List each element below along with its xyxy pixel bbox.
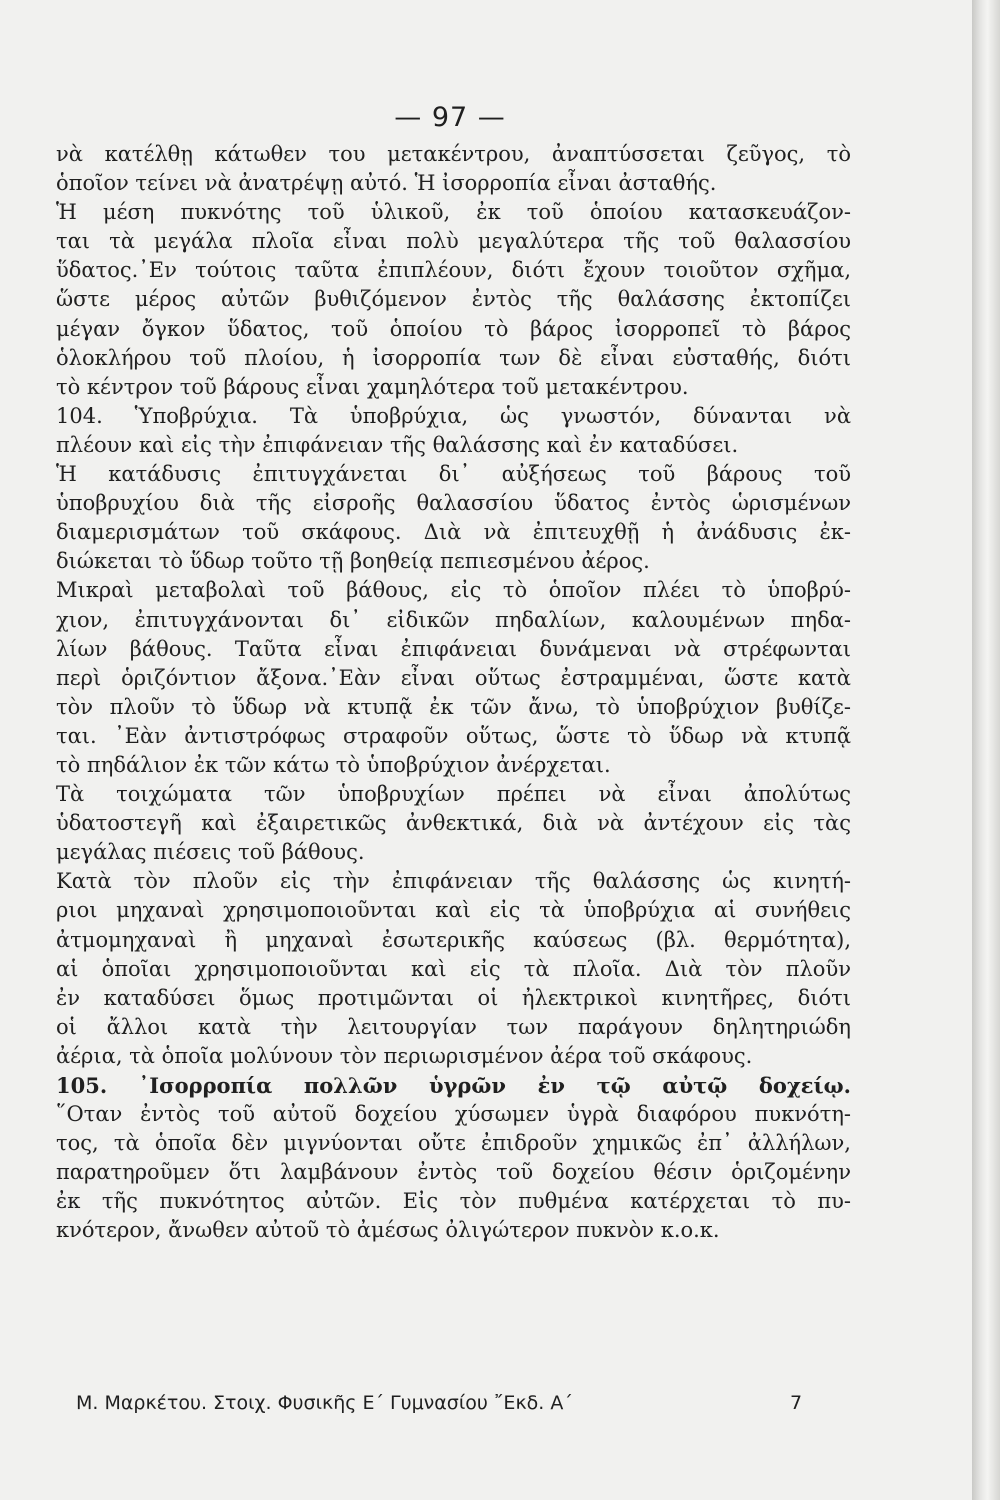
- text-line: μέγαν ὄγκον ὕδατος, τοῦ ὁποίου τὸ βάρος ἰσορροπεῖ τὸ βάρος: [56, 316, 851, 341]
- text-line: λίων βάθους. Ταῦτα εἶναι ἐπιφάνειαι δυνάμεναι νὰ στρέφωνται: [56, 636, 851, 661]
- text-line: ἐκ τῆς πυκνότητος αὐτῶν. Εἰς τὸν πυθμένα κατέρχεται τὸ πυ-: [56, 1189, 851, 1214]
- page-number: — 97 —: [394, 102, 506, 133]
- page-edge: [972, 0, 1000, 1500]
- text-line: τὸ πηδάλιον ἐκ τῶν κάτω τὸ ὑποβρύχιον ἀνέρχεται.: [56, 752, 611, 777]
- text-line: οἱ ἄλλοι κατὰ τὴν λειτουργίαν των παράγουν δηλητηριώδη: [56, 1014, 851, 1039]
- text-line: Ἡ κατάδυσις ἐπιτυγχάνεται δι᾽ αὐξήσεως τοῦ βάρους τοῦ: [56, 462, 851, 487]
- text-line: ἐν καταδύσει ὅμως προτιμῶνται οἱ ἠλεκτρικοὶ κινητῆρες, διότι: [56, 985, 851, 1010]
- text-line: Κατὰ τὸν πλοῦν εἰς τὴν ἐπιφάνειαν τῆς θαλάσσης ὡς κινητή-: [56, 869, 851, 894]
- text-line: ριοι μηχαναὶ χρησιμοποιοῦνται καὶ εἰς τὰ ὑποβρύχια αἱ συνήθεις: [56, 898, 851, 923]
- text-line: ἀέρια, τὰ ὁποῖα μολύνουν τὸν περιωρισμένον ἀέρα τοῦ σκάφους.: [56, 1043, 753, 1068]
- text-line: Τὰ τοιχώματα τῶν ὑποβρυχίων πρέπει νὰ εἶναι ἀπολύτως: [56, 782, 851, 807]
- text-line: ὑδατοστεγῆ καὶ ἐξαιρετικῶς ἀνθεκτικά, διὰ νὰ ἀντέχουν εἰς τὰς: [56, 811, 851, 836]
- text-line: ὥστε μέρος αὐτῶν βυθιζόμενον ἐντὸς τῆς θαλάσσης ἐκτοπίζει: [56, 287, 851, 312]
- text-line: ται τὰ μεγάλα πλοῖα εἶναι πολὺ μεγαλύτερα τῆς τοῦ θαλασσίου: [56, 229, 851, 254]
- text-line: ῞Οταν ἐντὸς τοῦ αὐτοῦ δοχείου χύσωμεν ὑγρὰ διαφόρου πυκνότη-: [56, 1102, 851, 1127]
- text-line: μεγάλας πιέσεις τοῦ βάθους.: [56, 840, 365, 865]
- text-line: τὸν πλοῦν τὸ ὕδωρ νὰ κτυπᾷ ἐκ τῶν ἄνω, τὸ ὑποβρύχιον βυθίζε-: [56, 694, 851, 719]
- text-line: διώκεται τὸ ὕδωρ τοῦτο τῇ βοηθείᾳ πεπιεσμένου ἀέρος.: [56, 549, 650, 574]
- text-line: παρατηροῦμεν ὅτι λαμβάνουν ἐντὸς τοῦ δοχείου θέσιν ὁριζομένην: [56, 1160, 851, 1185]
- text-line: 105. ᾽Ισορροπία πολλῶν ὑγρῶν ἐν τῷ αὐτῷ δοχείῳ.: [56, 1073, 851, 1098]
- text-line: ὕδατος.᾽Εν τούτοις ταῦτα ἐπιπλέουν, διότι ἔχουν τοιοῦτον σχῆμα,: [56, 258, 851, 283]
- text-line: διαμερισμάτων τοῦ σκάφους. Διὰ νὰ ἐπιτευχθῇ ἡ ἀνάδυσις ἐκ-: [56, 520, 851, 545]
- text-line: ται. ᾽Εὰν ἀντιστρόφως στραφοῦν οὕτως, ὥστε τὸ ὕδωρ νὰ κτυπᾷ: [56, 723, 851, 748]
- page-footer: [76, 1392, 806, 1414]
- text-line: ἀτμομηχαναὶ ἢ μηχαναὶ ἐσωτερικῆς καύσεως (βλ. θερμότητα),: [56, 927, 851, 952]
- footer-citation: Μ. Μαρκέτου. Στοιχ. Φυσικῆς Ε΄ Γυμνασίου ῎Εκδ. Α΄: [76, 1392, 573, 1414]
- text-line: πλέουν καὶ εἰς τὴν ἐπιφάνειαν τῆς θαλάσσης καὶ ἐν καταδύσει.: [56, 432, 739, 457]
- text-line: τὸ κέντρον τοῦ βάρους εἶναι χαμηλότερα τοῦ μετακέντρου.: [56, 374, 689, 399]
- text-line: κνότερον, ἄνωθεν αὐτοῦ τὸ ἀμέσως ὀλιγώτερον πυκνὸν κ.ο.κ.: [56, 1218, 720, 1243]
- text-line: περὶ ὁριζόντιον ἄξονα.᾽Εὰν εἶναι οὕτως ἐστραμμέναι, ὥστε κατὰ: [56, 665, 851, 690]
- text-line: χιον, ἐπιτυγχάνονται δι᾽ εἰδικῶν πηδαλίων, καλουμένων πηδα-: [56, 607, 851, 632]
- text-line: ὑποβρυχίου διὰ τῆς εἰσροῆς θαλασσίου ὕδατος ἐντὸς ὡρισμένων: [56, 491, 851, 516]
- text-line: 104. Ὑποβρύχια. Τὰ ὑποβρύχια, ὡς γνωστόν, δύνανται νὰ: [56, 403, 851, 428]
- text-line: νὰ κατέλθῃ κάτωθεν του μετακέντρου, ἀναπτύσσεται ζεῦγος, τὸ: [56, 142, 851, 166]
- body-text: [56, 140, 851, 1246]
- text-line: Ἡ μέση πυκνότης τοῦ ὑλικοῦ, ἐκ τοῦ ὁποίου κατασκευάζον-: [56, 200, 851, 225]
- text-line: αἱ ὁποῖαι χρησιμοποιοῦνται καὶ εἰς τὰ πλοῖα. Διὰ τὸν πλοῦν: [56, 956, 851, 981]
- text-line: Μικραὶ μεταβολαὶ τοῦ βάθους, εἰς τὸ ὁποῖον πλέει τὸ ὑποβρύ-: [56, 578, 851, 603]
- text-line: ὁποῖον τείνει νὰ ἀνατρέψῃ αὐτό. Ἡ ἰσορροπία εἶναι ἀσταθής.: [56, 171, 717, 196]
- text-line: τος, τὰ ὁποῖα δὲν μιγνύονται οὔτε ἐπιδροῦν χημικῶς ἐπ᾽ ἀλλήλων,: [56, 1131, 851, 1156]
- text-line: ὁλοκλήρου τοῦ πλοίου, ἡ ἰσορροπία των δὲ εἶναι εὐσταθής, διότι: [56, 345, 851, 370]
- signature-number: 7: [790, 1392, 803, 1414]
